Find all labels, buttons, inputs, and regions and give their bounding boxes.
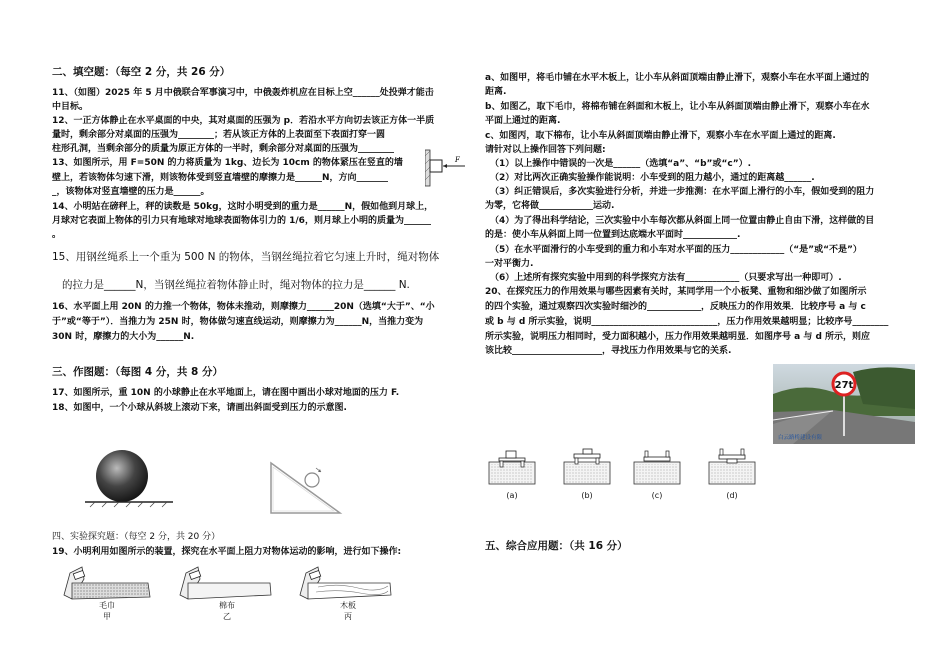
sub-q3-line1: （3）纠正错误后，多次实验进行分析，并进一步推测：在水平面上滑行的小车，假如受到的阻力 <box>490 187 875 197</box>
photo-watermark: 白云路桥建设有限 <box>778 435 823 441</box>
q15-line1: 15、用钢丝绳系上一个重为 500 N 的物体，当钢丝绳拉着它匀速上升时，绳对物体 <box>52 251 440 263</box>
sub-q5-line2: 一对平衡力. <box>485 259 534 269</box>
road-sign-photo <box>773 364 915 444</box>
fig20-label-d: (d) <box>726 491 738 500</box>
q15-line2: 的拉力是______N，当钢丝绳拉着物体静止时，绳对物体的拉力是______ N. <box>62 279 410 291</box>
sub-q5-line1: （5）在水平面滑行的小车受到的重力和小车对水平面的压力____________（“是”或“不是”） <box>490 245 862 255</box>
fig-jia-material: 毛巾 <box>99 601 115 610</box>
sub-q1: （1）以上操作中错误的一次是______（选填“a”、“b”或“c”）. <box>490 159 752 169</box>
fig-yi-material: 棉布 <box>219 601 235 610</box>
step-b-line2: 平面上通过的距离. <box>485 116 561 126</box>
section2-title: 二、填空题：（每空 2 分，共 26 分） <box>52 66 231 78</box>
step-a-line2: 距离. <box>485 87 507 97</box>
step-c-line: c、如图丙，取下棉布，让小车从斜面顶端由静止滑下，观察小车在水平面上通过的距离. <box>485 131 836 141</box>
bench-sand-figure-a <box>485 448 540 490</box>
section3-title: 三、作图题：（每图 4 分，共 8 分） <box>52 366 223 378</box>
q13-line1: 13、如图所示，用 F=50N 的力将质量为 1kg、边长为 10cm 的物体紧压在竖直的墙 <box>52 158 403 168</box>
q11-line1: 11、（如图）2025 年 5 月中俄联合军事演习中，中俄轰炸机应在目标上空______处投弹才能击 <box>52 88 434 98</box>
q20-line1: 20、在探究压力的作用效果与哪些因素有关时，某同学用一个小板凳、重物和细沙做了如图所示 <box>485 287 867 297</box>
q14-line1: 14、小明站在磅秤上，秤的读数是 50kg，这时小明受到的重力是______N，假如他到月球上， <box>52 202 434 212</box>
ramp-towel-figure <box>62 563 152 603</box>
fig20-label-b: (b) <box>581 491 593 500</box>
q18-text: 18、如图中，一个小球从斜坡上滚动下来，请画出斜面受到压力的示意图. <box>52 403 347 413</box>
q13-wall-figure <box>425 148 470 188</box>
q20-line5: 该比较____________________，寻找压力作用效果与它的关系. <box>485 346 732 356</box>
ramp-wood-figure <box>298 563 393 603</box>
ball-on-slope-figure <box>268 458 343 516</box>
sub-q6: （6）上述所有探究实验中用到的科学探究方法有____________（只要求写出一种即可）. <box>490 273 842 283</box>
sub-q4-line1: （4）为了得出科学结论，三次实验中小车每次都从斜面上同一位置由静止自由下滑，这样做的目 <box>490 216 875 226</box>
q16-line3: 30N 时，摩擦力的大小为______N. <box>52 332 195 342</box>
questions-intro: 请针对以上操作回答下列问题: <box>485 145 606 155</box>
q12-line2: 量时，剩余部分对桌面的压强为________；若从该正方体的上表面至下表面打穿一圆 <box>52 130 386 140</box>
section5-title: 五、综合应用题：（共 16 分） <box>485 540 628 552</box>
fig-bing-label: 丙 <box>344 612 352 621</box>
step-a-line1: a、如图甲，将毛巾铺在水平木板上，让小车从斜面顶端由静止滑下，观察小车在水平面上通过的 <box>485 73 870 83</box>
fig-bing-material: 木板 <box>340 601 356 610</box>
q16-line1: 16、水平面上用 20N 的力推一个物体，物体未推动，则摩擦力______20N（选填“大于”、“小 <box>52 302 435 312</box>
q12-line1: 12、一正方体静止在水平桌面的中央，其对桌面的压强为 p．若沿水平方向切去该正方体一半质 <box>52 116 435 126</box>
q16-line2: 于”或“等于”）．当推力为 25N 时，物体做匀速直线运动，则摩擦力为______N，当推力变为 <box>52 317 424 327</box>
bench-sand-figure-b <box>560 448 615 490</box>
fig20-label-c: (c) <box>651 491 663 500</box>
q14-line3: 。 <box>52 230 62 240</box>
ball-on-ground-figure <box>85 448 175 508</box>
bench-sand-figure-d <box>705 448 760 490</box>
fig20-label-a: (a) <box>506 491 518 500</box>
fig-jia-label: 甲 <box>103 612 111 621</box>
q13-line3: _，该物体对竖直墙壁的压力是______。 <box>52 187 210 197</box>
q20-line3: 或 b 与 d 所示实验，说明____________________________，压力作用效果越明显；比较序号________ <box>485 317 889 327</box>
q11-line2: 中目标。 <box>52 102 89 112</box>
bench-sand-figure-c <box>630 448 685 490</box>
section4-title: 四、实验探究题：（每空 2 分，共 20 分） <box>52 532 221 542</box>
force-label: F <box>455 156 460 164</box>
q14-line2: 月球对它表面上物体的引力只有地球对地球表面物体引力的 1/6，则月球上小明的质量为______ <box>52 216 431 226</box>
ramp-cotton-figure <box>178 563 273 603</box>
sub-q2: （2）对比两次正确实验操作能说明：小车受到的阻力越小，通过的距离越______. <box>490 173 815 183</box>
q20-line4: 所示实验，说明压力相同时，受力面积越小，压力作用效果越明显．如图序号 a 与 d 所示，则应 <box>485 332 871 342</box>
q20-line2: 的四个实验，通过观察四次实验时细沙的____________，反映压力的作用效果．比较序号 a 与 c <box>485 302 866 312</box>
q17-text: 17、如图所示，重 10N 的小球静止在水平地面上，请在图中画出小球对地面的压力 F. <box>52 388 400 398</box>
sub-q4-line2: 的是：使小车从斜面上同一位置到达底端水平面时____________. <box>485 230 741 240</box>
step-b-line1: b、如图乙，取下毛巾，将棉布铺在斜面和木板上，让小车从斜面顶端由静止滑下，观察小车在水 <box>485 102 870 112</box>
q13-line2: 壁上，若该物体匀速下滑，则该物体受到竖直墙壁的摩擦力是______N，方向_______ <box>52 173 389 183</box>
sign-text: 27t <box>834 380 854 391</box>
sub-q3-line2: 为零，它将做____________运动. <box>485 201 615 211</box>
fig-yi-label: 乙 <box>223 612 231 621</box>
q12-line3: 柱形孔洞，当剩余部分的质量为原正方体的一半时，剩余部分对桌面的压强为________ <box>52 144 395 154</box>
q19-text: 19、小明利用如图所示的装置，探究在水平面上阻力对物体运动的影响，进行如下操作: <box>52 547 402 557</box>
